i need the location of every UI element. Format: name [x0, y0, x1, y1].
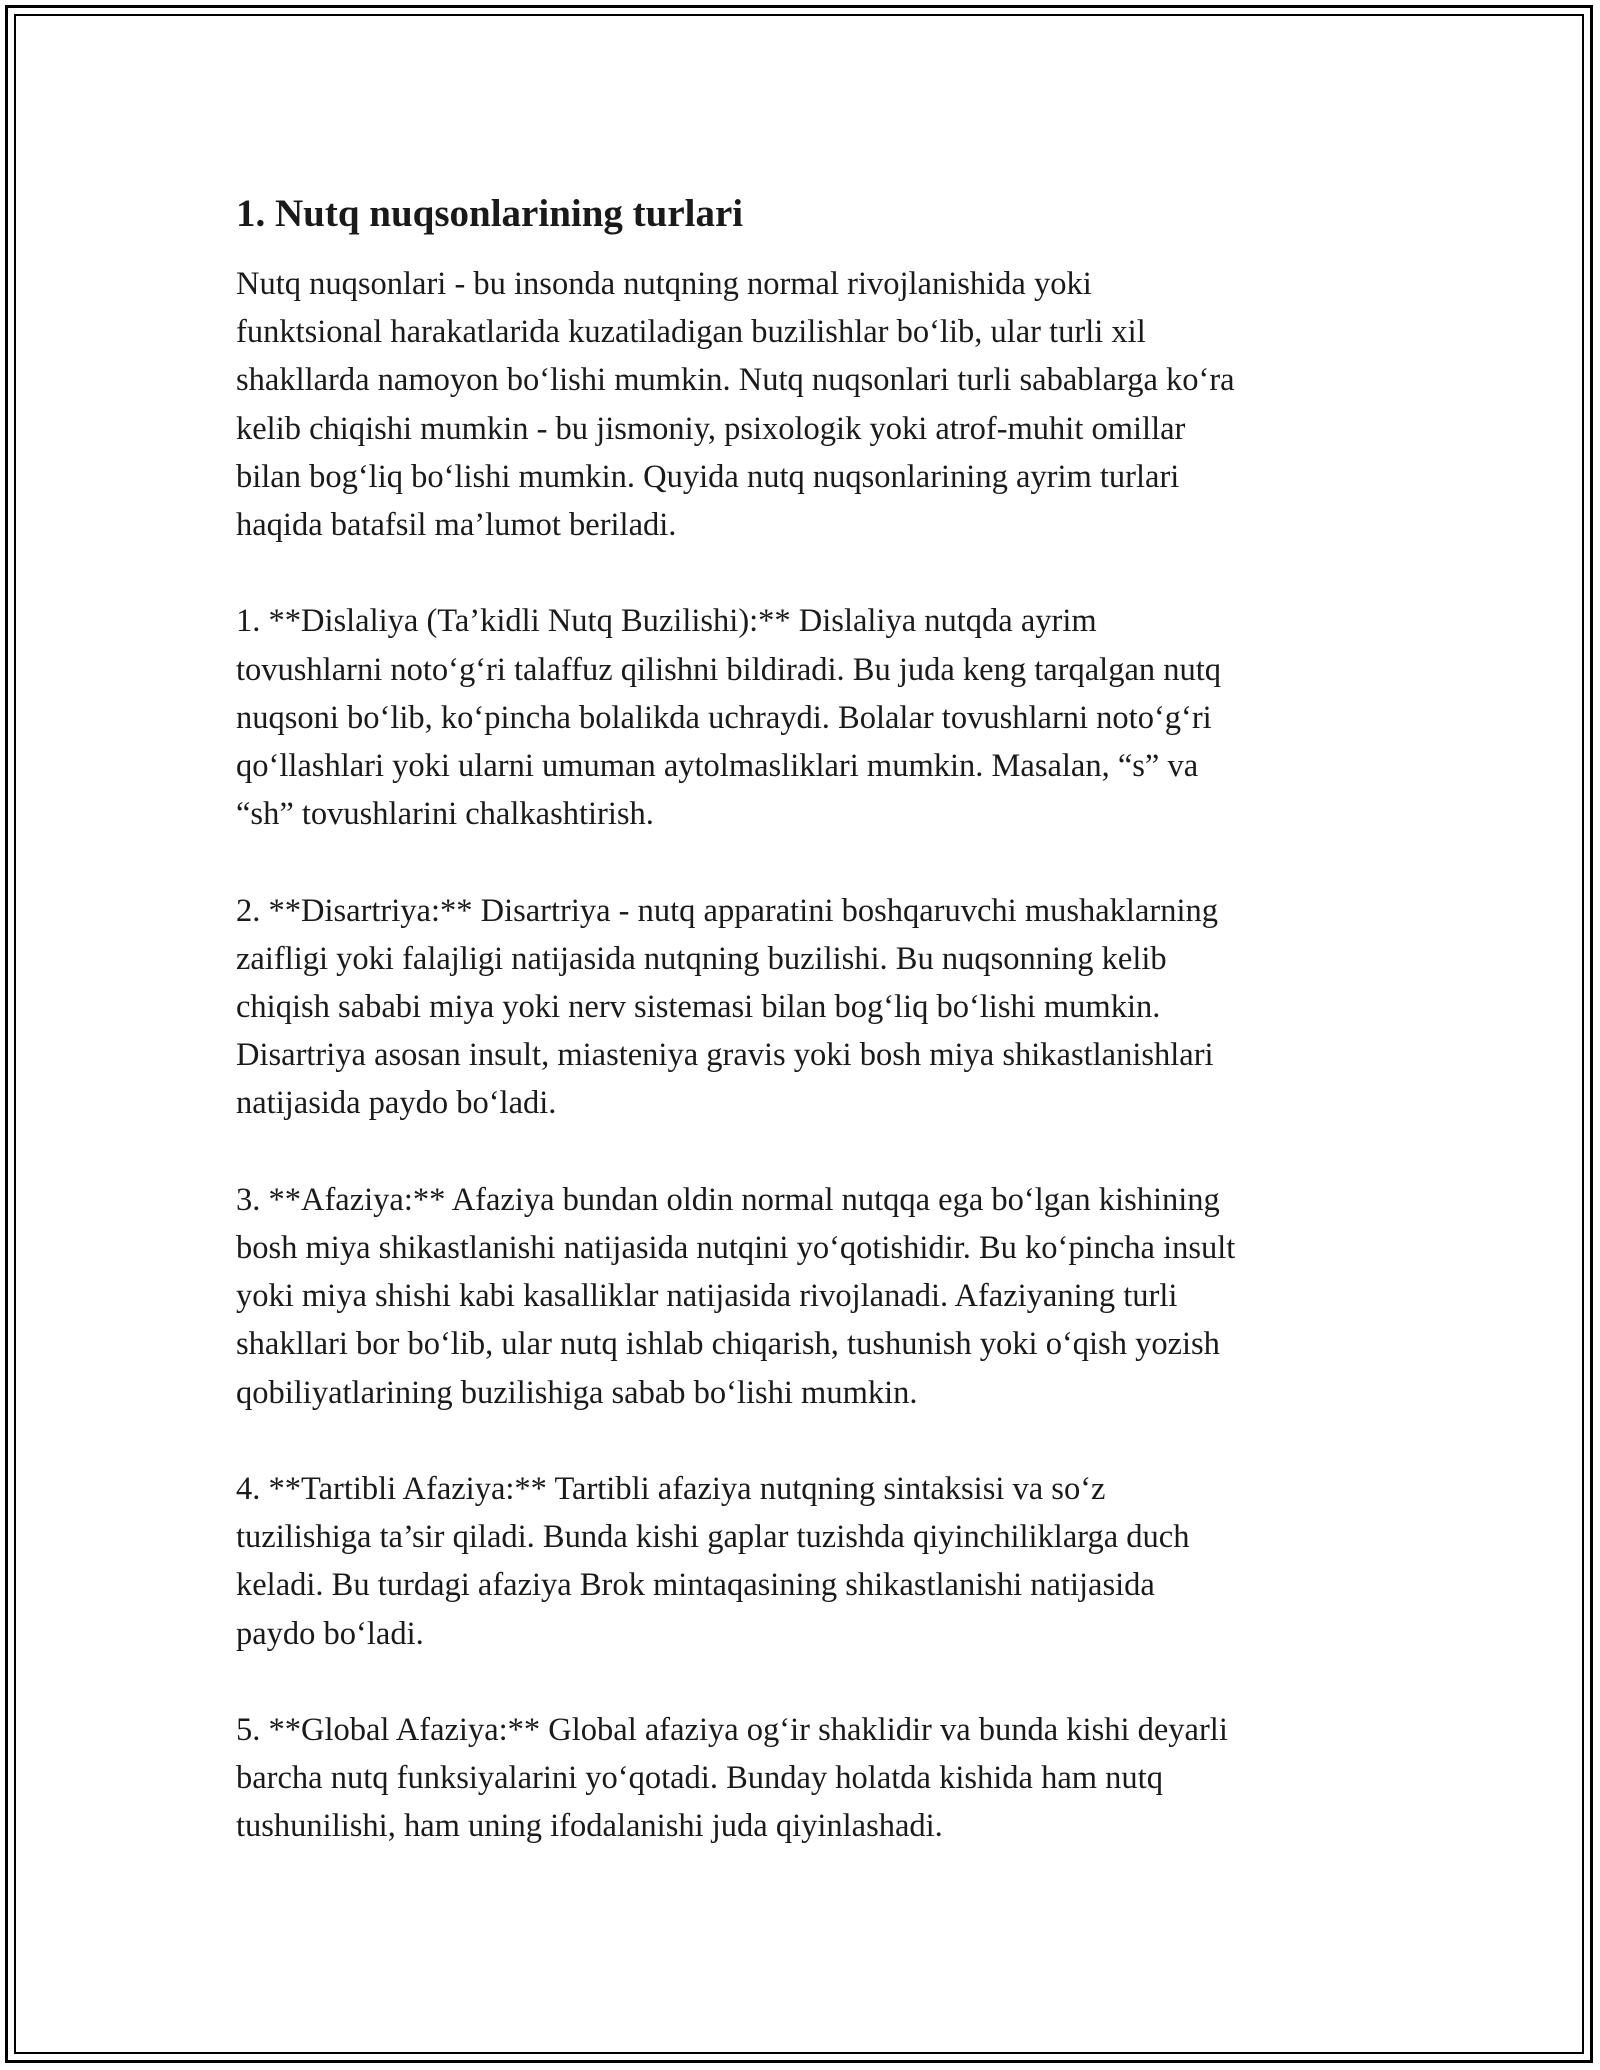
intro-paragraph: Nutq nuqsonlari - bu insonda nutqning normal rivojlanishida yoki funktsional harakatlarida kuzatiladigan buzilishlar bo‘lib, ular turli xil shakllarda namoyon bo‘lishi mumkin. Nutq nuqsonlari turli sabablarga ko‘ra kelib chiqishi mumkin - bu jismoniy, psixologik yoki atrof-muhit omillar bilan bog‘liq bo‘lishi mumkin. Quyida nutq nuqsonlarining ayrim turlari haqida batafsil ma’lumot beriladi. [236, 266, 1235, 544]
document-body [236, 190, 1376, 1899]
document-title: 1. Nutq nuqsonlarining turlari [236, 192, 744, 235]
paragraph-tartibli-afaziya: 4. **Tartibli Afaziya:** Tartibli afaziya nutqning sintaksisi va so‘z tuzilishiga ta’sir qiladi. Bunda kishi gaplar tuzishda qiyinchiliklarga duch keladi. Bu turdagi afaziya Brok mintaqasining shikastlanishi natijasida paydo bo‘ladi. [236, 1471, 1190, 1652]
paragraph-global-afaziya: 5. **Global Afaziya:** Global afaziya og‘ir shaklidir va bunda kishi deyarli barcha nutq funksiyalarini yo‘qotadi. Bunday holatda kishida ham nutq tushunilishi, ham uning ifodalanishi juda qiyinlashadi. [236, 1712, 1228, 1845]
paragraph-dislaliya: 1. **Dislaliya (Ta’kidli Nutq Buzilishi):** Dislaliya nutqda ayrim tovushlarni noto‘g‘ri talaffuz qilishni bildiradi. Bu juda keng tarqalgan nutq nuqsoni bo‘lib, ko‘pincha bolalikda uchraydi. Bolalar tovushlarni noto‘g‘ri qo‘llashlari yoki ularni umuman aytolmasliklari mumkin. Masalan, “s” va “sh” tovushlarini chalkashtirish. [236, 603, 1222, 833]
paragraph-disartriya: 2. **Disartriya:** Disartriya - nutq apparatini boshqaruvchi mushaklarning zaifligi yoki falajligi natijasida nutqning buzilishi. Bu nuqsonning kelib chiqish sababi miya yoki nerv sistemasi bilan bog‘liq bo‘lishi mumkin. Disartriya asosan insult, miasteniya gravis yoki bosh miya shikastlanishlari natijasida paydo bo‘ladi. [236, 892, 1218, 1122]
paragraph-afaziya: 3. **Afaziya:** Afaziya bundan oldin normal nutqqa ega bo‘lgan kishining bosh miya shikastlanishi natijasida nutqini yo‘qotishidir. Bu ko‘pincha insult yoki miya shishi kabi kasalliklar natijasida rivojlanadi. Afaziyaning turli shakllari bor bo‘lib, ular nutq ishlab chiqarish, tushunish yoki o‘qish yozish qobiliyatlarining buzilishiga sabab bo‘lishi mumkin. [236, 1181, 1236, 1411]
